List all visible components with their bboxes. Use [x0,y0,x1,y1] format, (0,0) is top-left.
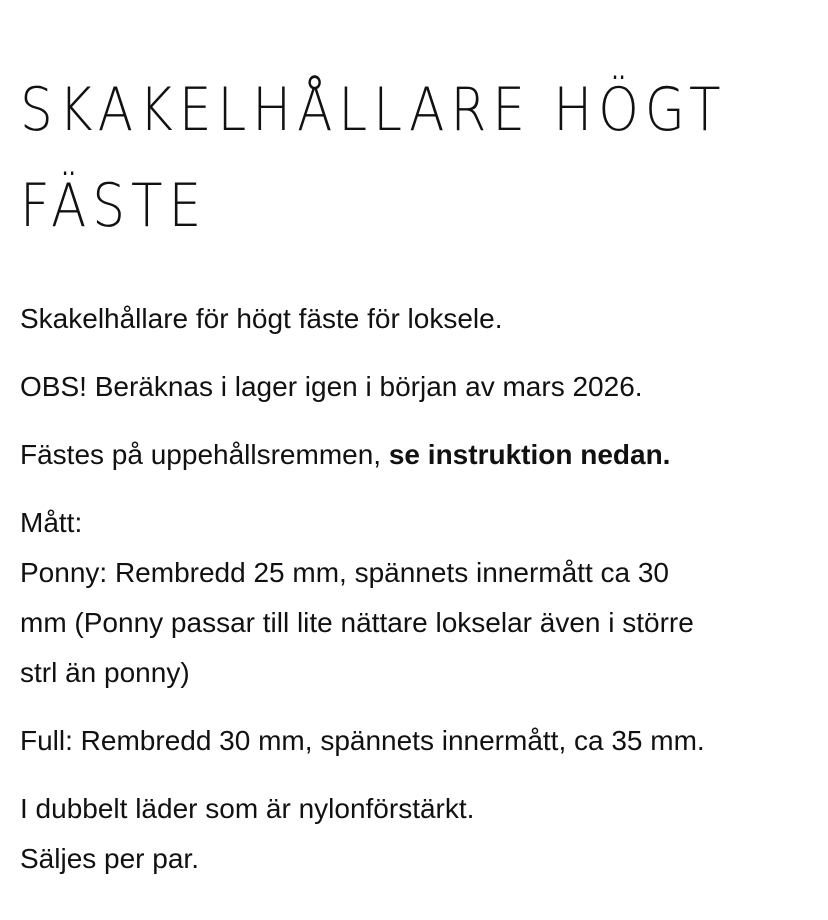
pony-size: strl än ponny) [20,657,190,688]
attach-text-plain: Fästes på uppehållsremmen, [20,439,389,470]
sold-per-text: Säljes per par. [20,843,199,874]
attach-text [20,430,808,480]
instruction-link: se instruktion nedan. [388,439,671,470]
title-line: SKAKELHÅLLARE HÖGT [20,75,727,145]
size-heading: Mått: [20,507,83,538]
intro-text: Skakelhållare för högt fäste för loksele. [20,303,503,334]
material-text: I dubbelt läder som är nylonförstärkt. [20,793,475,824]
sizes [20,498,808,698]
stock-note: OBS! Beräknas i lager igen i början av mars 2026. [20,371,643,402]
full-size: Full: Rembredd 30 mm, spännets innermått, ca 35 mm. [20,725,705,756]
pony-size: mm (Ponny passar till lite nättare lokselar även i större [20,607,694,638]
pony-size: Ponny: Rembredd 25 mm, spännets innermått ca 30 [20,557,670,588]
product-title [20,0,811,254]
title-line: FÄSTE [20,171,208,241]
material-info [20,784,808,884]
